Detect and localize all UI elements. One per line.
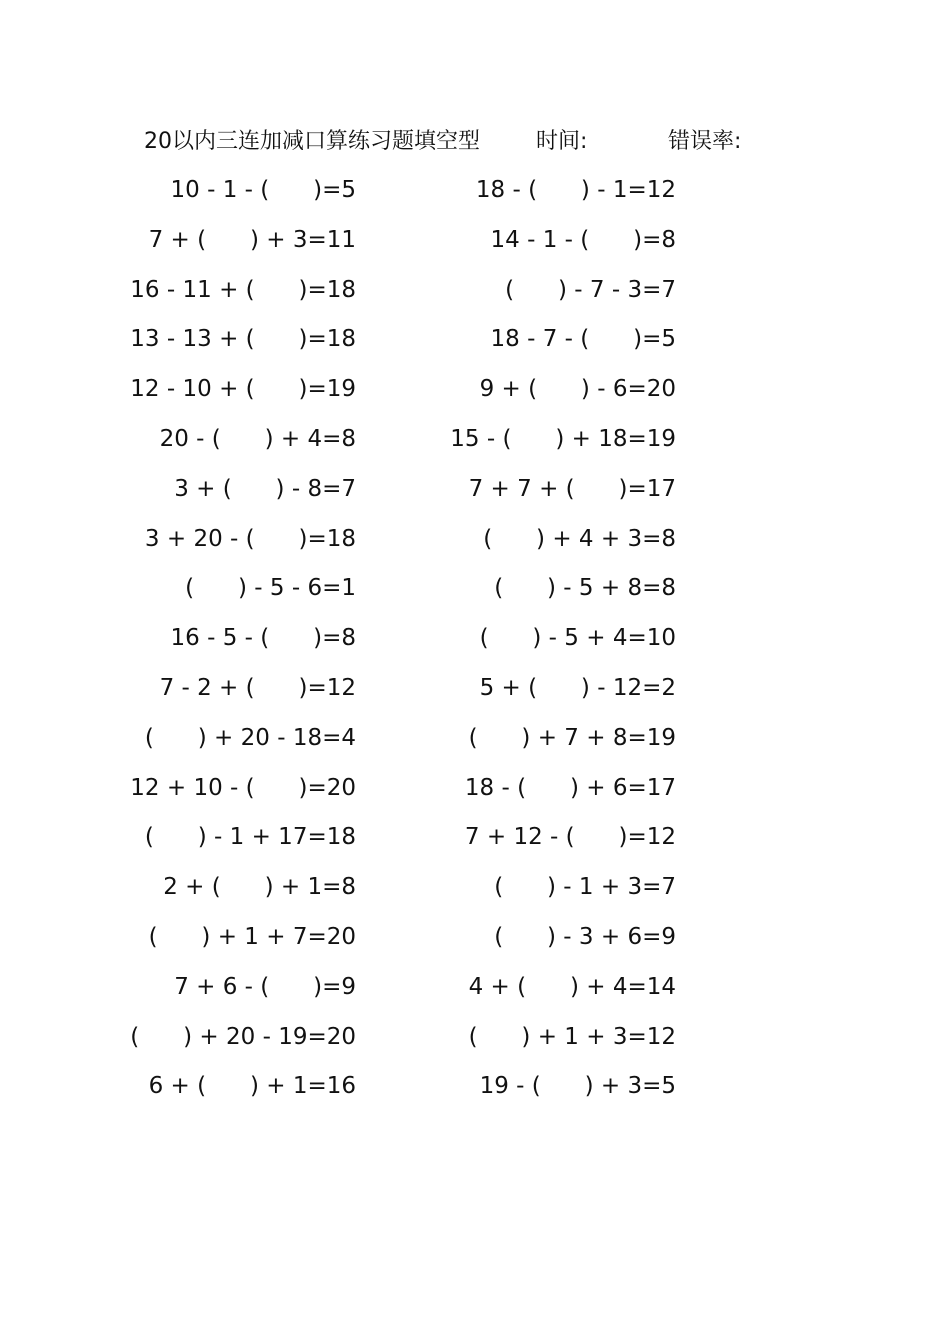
problem-row <box>0 863 950 913</box>
problem-row <box>0 216 950 266</box>
problem-left: 7 - 2 + ( )=12 <box>159 674 356 701</box>
error-rate-label: 错误率: <box>668 129 742 154</box>
problem-left: ( ) - 1 + 17=18 <box>144 824 356 851</box>
problem-right: ( ) + 4 + 3=8 <box>483 525 676 552</box>
problem-right: 14 - 1 - ( )=8 <box>490 226 676 253</box>
problem-left: 7 + 6 - ( )=9 <box>174 973 356 1000</box>
problem-right: ( ) + 1 + 3=12 <box>468 1023 676 1050</box>
worksheet-title: 20以内三连加减口算练习题填空型 <box>144 129 480 154</box>
problem-right: ( ) - 5 + 4=10 <box>479 625 676 652</box>
worksheet-header <box>144 124 784 160</box>
problem-row <box>0 614 950 664</box>
problem-left: 2 + ( ) + 1=8 <box>163 874 356 901</box>
problem-left: 6 + ( ) + 1=16 <box>148 1073 356 1100</box>
problem-row <box>0 415 950 465</box>
problem-row <box>0 315 950 365</box>
problem-row <box>0 714 950 764</box>
problem-left: ( ) + 20 - 18=4 <box>144 724 356 751</box>
problem-right: ( ) - 5 + 8=8 <box>494 575 676 602</box>
problem-left: ( ) + 20 - 19=20 <box>130 1023 356 1050</box>
problem-right: 19 - ( ) + 3=5 <box>479 1073 676 1100</box>
problem-left: 16 - 11 + ( )=18 <box>130 276 356 303</box>
problem-right: 18 - ( ) - 1=12 <box>475 177 676 203</box>
problem-row <box>0 515 950 565</box>
problem-right: 9 + ( ) - 6=20 <box>479 376 676 403</box>
problem-row <box>0 764 950 814</box>
problem-left: 16 - 5 - ( )=8 <box>170 625 356 652</box>
problem-row <box>0 963 950 1013</box>
problem-row <box>0 813 950 863</box>
problem-right: ( ) + 7 + 8=19 <box>468 724 676 751</box>
problem-row <box>0 664 950 714</box>
problem-right: 18 - 7 - ( )=5 <box>490 326 676 353</box>
problem-right: 7 + 7 + ( )=17 <box>468 475 676 502</box>
problem-row <box>0 913 950 963</box>
problem-right: 4 + ( ) + 4=14 <box>468 973 676 1000</box>
problem-row <box>0 365 950 415</box>
problem-left: ( ) + 1 + 7=20 <box>148 923 356 950</box>
problem-right: ( ) - 1 + 3=7 <box>494 874 676 901</box>
problem-row <box>0 1062 950 1112</box>
problem-row <box>0 1013 950 1063</box>
problem-list <box>0 166 950 1112</box>
problem-row <box>0 564 950 614</box>
problem-left: 3 + 20 - ( )=18 <box>144 525 356 552</box>
problem-left: 12 + 10 - ( )=20 <box>130 774 356 801</box>
problem-left: 13 - 13 + ( )=18 <box>130 326 356 353</box>
problem-left: ( ) - 5 - 6=1 <box>185 575 356 602</box>
problem-right: 5 + ( ) - 12=2 <box>479 674 676 701</box>
problem-row <box>0 465 950 515</box>
problem-left: 20 - ( ) + 4=8 <box>159 425 356 452</box>
problem-right: ( ) - 3 + 6=9 <box>494 923 676 950</box>
problem-right: 15 - ( ) + 18=19 <box>450 425 676 452</box>
time-label: 时间: <box>536 129 588 154</box>
problem-row <box>0 266 950 316</box>
problem-right: ( ) - 7 - 3=7 <box>505 276 676 303</box>
problem-left: 12 - 10 + ( )=19 <box>130 376 356 403</box>
problem-right: 18 - ( ) + 6=17 <box>464 774 676 801</box>
problem-left: 10 - 1 - ( )=5 <box>170 177 356 203</box>
problem-right: 7 + 12 - ( )=12 <box>464 824 676 851</box>
problem-left: 7 + ( ) + 3=11 <box>148 226 356 253</box>
problem-left: 3 + ( ) - 8=7 <box>174 475 356 502</box>
problem-row <box>0 166 950 216</box>
